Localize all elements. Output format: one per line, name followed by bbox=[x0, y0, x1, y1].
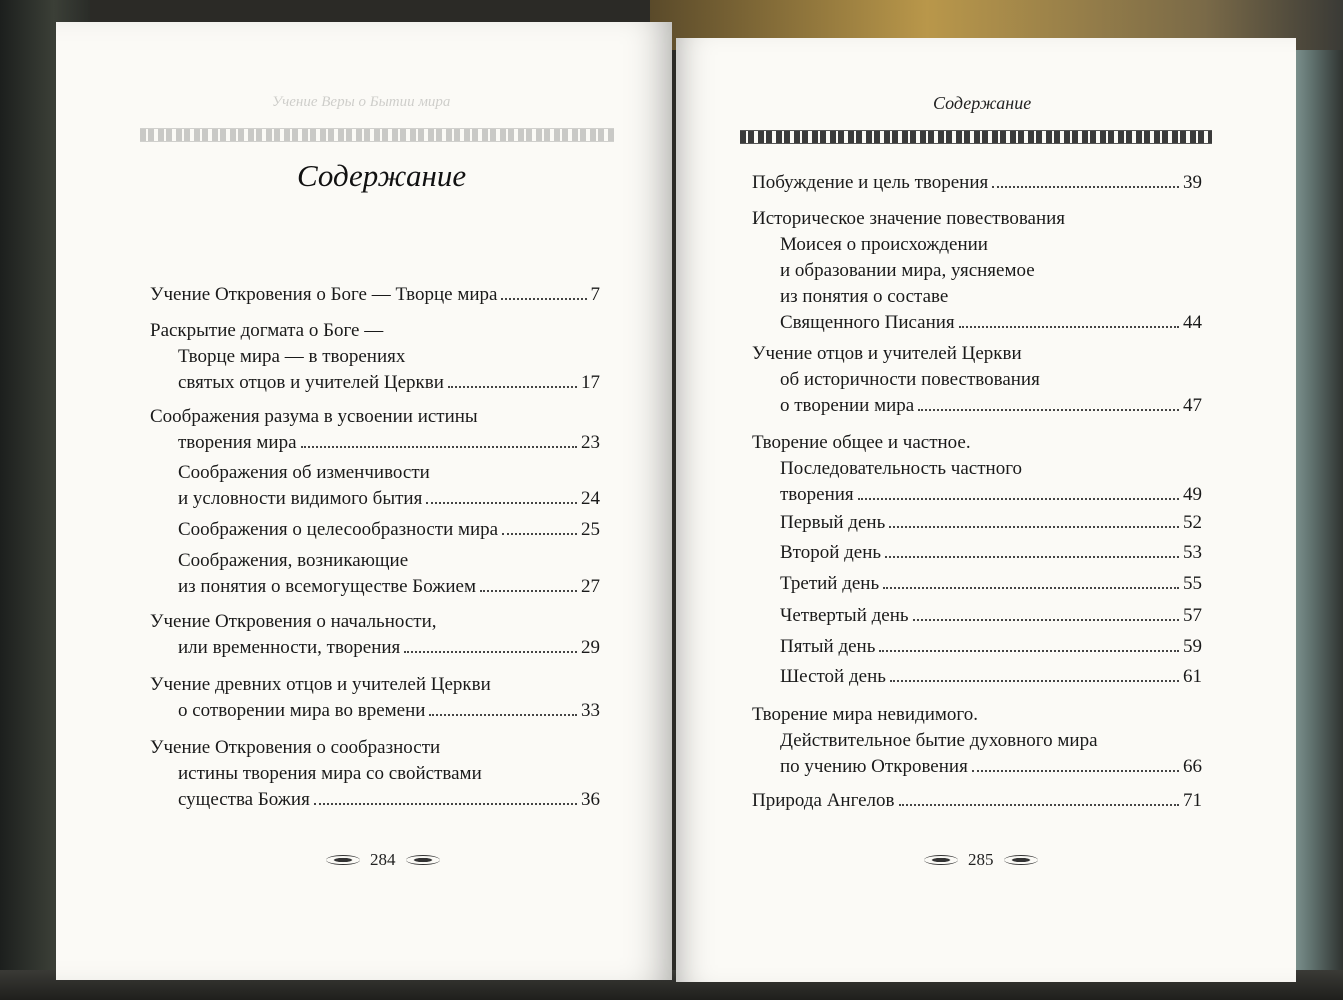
left-page-number: 284 bbox=[370, 850, 396, 869]
toc-entry-line: Учение древних отцов и учителей Церкви bbox=[150, 674, 491, 695]
toc-entry-title: Третий день bbox=[780, 573, 880, 594]
folio-ornament-icon bbox=[1004, 855, 1038, 865]
toc-page-number: 49 bbox=[1183, 484, 1202, 505]
toc-page-number: 52 bbox=[1183, 512, 1202, 533]
toc-entry-line: Учение Откровения о начальности, bbox=[150, 611, 437, 632]
page-title: Содержание bbox=[297, 158, 467, 193]
folio-ornament-icon bbox=[326, 855, 360, 865]
toc-entry-title: или временности, творения bbox=[178, 637, 401, 658]
toc-entry-line: об историчности повествования bbox=[780, 369, 1040, 390]
toc-entry-line: Историческое значение повествования bbox=[752, 208, 1066, 229]
dot-leader bbox=[448, 386, 577, 388]
dot-leader bbox=[959, 326, 1179, 328]
toc-page-number: 24 bbox=[581, 488, 600, 509]
toc-entry-title: Первый день bbox=[780, 512, 886, 533]
dot-leader bbox=[429, 714, 577, 716]
toc-entry-title: Шестой день bbox=[780, 666, 886, 687]
left-header-ornament bbox=[140, 128, 614, 142]
toc-entry-title: Священного Писания bbox=[780, 312, 955, 333]
toc-entry-title: из понятия о всемогуществе Божием bbox=[178, 576, 476, 597]
dot-leader bbox=[885, 556, 1179, 558]
dot-leader bbox=[972, 770, 1179, 772]
toc-entry bbox=[178, 574, 600, 600]
toc-entry-line: Соображения разума в усвоении истины bbox=[150, 406, 478, 427]
dot-leader bbox=[426, 502, 577, 504]
toc-entry-title: Четвертый день bbox=[780, 605, 909, 626]
toc-page-number: 7 bbox=[590, 284, 600, 305]
toc-entry-title: Пятый день bbox=[780, 636, 876, 657]
dot-leader bbox=[883, 587, 1179, 589]
toc-entry-line: из понятия о составе bbox=[780, 286, 949, 307]
dot-leader bbox=[502, 533, 577, 535]
toc-entry-line: истины творения мира со свойствами bbox=[178, 763, 482, 784]
toc-entry-line: Творение общее и частное. bbox=[752, 432, 971, 453]
toc-page-number: 66 bbox=[1183, 756, 1202, 777]
toc-entry bbox=[178, 430, 600, 456]
toc-entry bbox=[178, 517, 600, 543]
toc-entry-line: Раскрытие догмата о Боге — bbox=[150, 320, 384, 341]
toc-entry-line: Соображения об изменчивости bbox=[178, 462, 430, 483]
toc-page-number: 47 bbox=[1183, 395, 1202, 416]
toc-page-number: 17 bbox=[581, 372, 600, 393]
right-header-ornament bbox=[740, 130, 1212, 144]
dot-leader bbox=[301, 446, 577, 448]
toc-page-number: 71 bbox=[1183, 790, 1202, 811]
toc-entry-title: святых отцов и учителей Церкви bbox=[178, 372, 444, 393]
dot-leader bbox=[480, 590, 577, 592]
toc-entry bbox=[780, 482, 1202, 508]
toc-entry-title: Учение Откровения о Боге — Творце мира bbox=[150, 284, 498, 305]
toc-entry-title: о творении мира bbox=[780, 395, 915, 416]
toc-entry-title: творения bbox=[780, 484, 854, 505]
right-running-head: Содержание bbox=[933, 93, 1032, 113]
toc-entry bbox=[178, 787, 600, 813]
toc-entry-line: Моисея о происхождении bbox=[780, 234, 988, 255]
toc-page-number: 61 bbox=[1183, 666, 1202, 687]
left-folio bbox=[316, 850, 450, 870]
toc-entry-line: Творце мира — в творениях bbox=[178, 346, 406, 367]
toc-entry-title: и условности видимого бытия bbox=[178, 488, 423, 509]
toc-entry-title: творения мира bbox=[178, 432, 297, 453]
toc-entry-line: Учение Откровения о сообразности bbox=[150, 737, 441, 758]
toc-entry bbox=[780, 310, 1202, 336]
toc-page-number: 33 bbox=[581, 700, 600, 721]
dot-leader bbox=[913, 619, 1179, 621]
dot-leader bbox=[314, 803, 577, 805]
toc-entry bbox=[780, 571, 1202, 597]
dot-leader bbox=[889, 526, 1179, 528]
toc-entry-line: Соображения, возникающие bbox=[178, 550, 409, 571]
toc-entry bbox=[780, 540, 1202, 566]
dot-leader bbox=[879, 650, 1179, 652]
dot-leader bbox=[992, 186, 1179, 188]
toc-entry-line: и образовании мира, уясняемое bbox=[780, 260, 1035, 281]
toc-entry-line: Последовательность частного bbox=[780, 458, 1023, 479]
toc-page-number: 36 bbox=[581, 789, 600, 810]
toc-entry bbox=[780, 664, 1202, 690]
toc-page-number: 59 bbox=[1183, 636, 1202, 657]
toc-page-number: 29 bbox=[581, 637, 600, 658]
toc-entry bbox=[752, 788, 1202, 814]
toc-entry bbox=[780, 393, 1202, 419]
folio-ornament-icon bbox=[924, 855, 958, 865]
dot-leader bbox=[899, 804, 1179, 806]
dot-leader bbox=[501, 298, 586, 300]
right-page-number: 285 bbox=[968, 850, 994, 869]
right-folio bbox=[914, 850, 1048, 870]
toc-entry-line: Творение мира невидимого. bbox=[752, 704, 978, 725]
toc-entry bbox=[178, 698, 600, 724]
toc-page-number: 27 bbox=[581, 576, 600, 597]
toc-page-number: 23 bbox=[581, 432, 600, 453]
dot-leader bbox=[858, 498, 1179, 500]
toc-page-number: 55 bbox=[1183, 573, 1202, 594]
dot-leader bbox=[890, 680, 1179, 682]
toc-entry bbox=[178, 486, 600, 512]
toc-entry bbox=[780, 754, 1202, 780]
toc-entry-title: по учению Откровения bbox=[780, 756, 968, 777]
toc-entry-line: Действительное бытие духовного мира bbox=[780, 730, 1098, 751]
dot-leader bbox=[918, 409, 1179, 411]
toc-entry bbox=[780, 634, 1202, 660]
toc-entry bbox=[150, 282, 600, 308]
toc-entry-title: Побуждение и цель творения bbox=[752, 172, 989, 193]
toc-entry bbox=[752, 170, 1202, 196]
toc-entry bbox=[780, 603, 1202, 629]
toc-entry bbox=[178, 635, 600, 661]
toc-entry-title: Соображения о целесообразности мира bbox=[178, 519, 499, 540]
toc-entry-title: существа Божия bbox=[178, 789, 310, 810]
toc-entry-title: о сотворении мира во времени bbox=[178, 700, 426, 721]
toc-entry bbox=[178, 370, 600, 396]
toc-page-number: 57 bbox=[1183, 605, 1202, 626]
left-running-head: Учение Веры о Бытии мира bbox=[272, 94, 451, 110]
toc-entry-title: Второй день bbox=[780, 542, 882, 563]
folio-ornament-icon bbox=[406, 855, 440, 865]
dot-leader bbox=[404, 651, 577, 653]
toc-page-number: 39 bbox=[1183, 172, 1202, 193]
toc-page-number: 44 bbox=[1183, 312, 1202, 333]
toc-entry-title: Природа Ангелов bbox=[752, 790, 895, 811]
toc-page-number: 53 bbox=[1183, 542, 1202, 563]
toc-page-number: 25 bbox=[581, 519, 600, 540]
toc-entry-line: Учение отцов и учителей Церкви bbox=[752, 343, 1022, 364]
toc-entry bbox=[780, 510, 1202, 536]
